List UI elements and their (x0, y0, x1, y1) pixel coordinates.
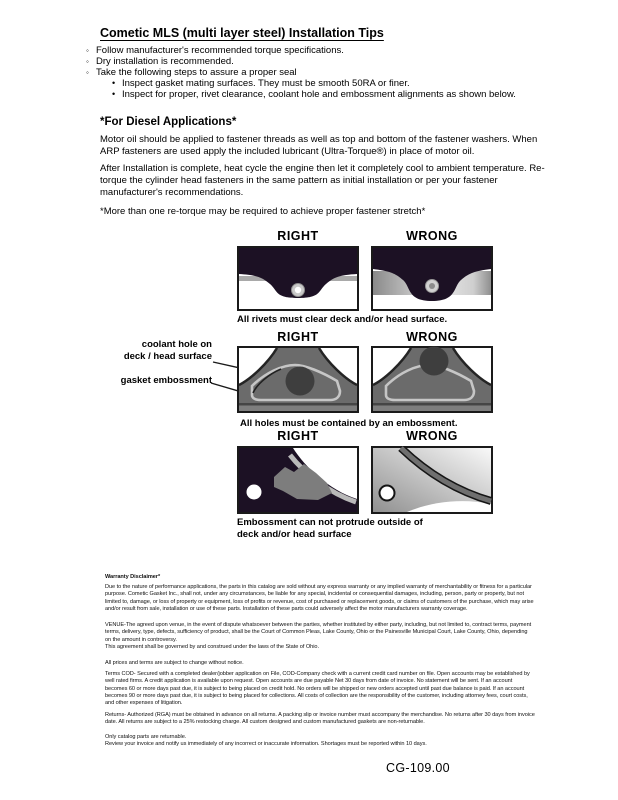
embossment-right-diagram (237, 346, 359, 413)
circle-bullet-icon: ◦ (86, 46, 89, 55)
list-item-text: Take the following steps to assure a proper seal (96, 67, 297, 78)
circle-bullet-icon: ◦ (86, 57, 89, 66)
diagram-row-holes (0, 330, 618, 429)
list-item-text: Dry installation is recommended. (96, 56, 234, 67)
installation-tips-list (86, 45, 556, 100)
list-item-text: Follow manufacturer's recommended torque specifications. (96, 45, 344, 56)
wrong-label: WRONG (406, 229, 458, 243)
list-item-text: Inspect gasket mating surfaces. They must be smooth 50RA or finer. (122, 78, 410, 89)
bolt-hole-icon (247, 485, 262, 500)
circle-bullet-icon: ◦ (86, 68, 89, 77)
right-label: RIGHT (277, 330, 319, 344)
list-item (86, 45, 556, 56)
page-number: CG-109.00 (386, 761, 450, 775)
legal-paragraph: Returns- Authorized (RGA) must be obtained in advance on all returns. A packing slip or invoice number must accompany the merchandise. No returns after 30 days from invoice date. All returns are subject to a 25% restocking charge. All custom designed and custom manufactured gaskets are non-returnable. (105, 712, 535, 726)
wrong-label: WRONG (406, 330, 458, 344)
list-item-text: Inspect for proper, rivet clearance, coolant hole and embossment alignments as shown below. (122, 89, 516, 100)
diagram-caption: All holes must be contained by an embossment. (240, 418, 458, 429)
list-item (86, 67, 556, 78)
sub-list-item (86, 89, 556, 100)
diesel-paragraph-2: After Installation is complete, heat cycle the engine then let it completely cool to ambient temperature. Re-torque the cylinder head fasteners in the same pattern as initial installation or per your fastener manufacturer's recommendations. (100, 163, 545, 198)
dot-bullet-icon: • (112, 78, 116, 88)
diesel-heading: *For Diesel Applications* (100, 116, 237, 128)
coolant-hole-icon (286, 367, 315, 396)
legal-paragraph: Due to the nature of performance applications, the parts in this catalog are sold without any express warranty or any implied warranty of merchantability or fitness for a particular purpose. Cometic Gasket Inc., shall not, under any circumstances, be liable for any special, incidental or consequential damages, including, person, party or property, but not limited to, damage, or loss of property or equipment, loss of profits or revenue, cost of purchased or replacement goods, or claims of customers of the purchase, which may arise and/or result from sale, installation or use of these parts. Installation of these parts could adversely affect the motor manufacturers warranty coverage. (105, 584, 534, 612)
diagram-caption: Embossment can not protrude outside of deck and/or head surface (237, 517, 423, 540)
rivet-wrong-diagram (371, 246, 493, 311)
embossment-wrong-diagram (371, 346, 493, 413)
right-label: RIGHT (277, 229, 319, 243)
right-label: RIGHT (277, 429, 319, 443)
diesel-paragraph-3: *More than one re-torque may be required to achieve proper fastener stretch* (100, 206, 426, 217)
rivet-right-diagram (237, 246, 359, 311)
dot-bullet-icon: • (112, 89, 116, 99)
legal-paragraph: VENUE-The agreed upon venue, in the event of dispute whatsoever between the parties, whether instituted by either party, including, but not limited to, contract terms, payment terms, delivery, type, defects, sufficiency of product, shall be the Court of Common Pleas, Lake County, Ohio or the Painesville Municipal Court, Lake County, Ohio, depending on the amount in controversy. This agreement shall be governed by and construed under the laws of the State of Ohio. (105, 622, 532, 650)
coolant-hole-annotation: coolant hole on deck / head surface (123, 339, 212, 362)
legal-paragraph: Only catalog parts are returnable. Review your invoice and notify us immediately of any incorrect or inaccurate information. Shortages must be reported within 10 days. (105, 734, 427, 748)
warranty-disclaimer-heading: Warranty Disclaimer* (105, 574, 161, 580)
protrusion-right-diagram (237, 446, 359, 514)
diesel-paragraph-1: Motor oil should be applied to fastener threads as well as top and bottom of the fastener washers. When ARP fasteners are used apply the included lubricant (Ultra-Torque®) in place of motor oil. (100, 134, 538, 157)
list-item (86, 56, 556, 67)
sub-list-item (86, 78, 556, 89)
diagram-caption: All rivets must clear deck and/or head surface. (237, 314, 448, 325)
page-title: Cometic MLS (multi layer steel) Installation Tips (100, 26, 384, 40)
legal-paragraph: All prices and terms are subject to change without notice. (105, 660, 244, 666)
wrong-label: WRONG (406, 429, 458, 443)
diagram-row-protrusion (0, 429, 618, 545)
legal-paragraph: Terms COD- Secured with a completed dealer/jobber application on File, COD-Company check with a current credit card number on file. Open accounts may be established by well rated firms. A credit application is available upon request. Open accounts are due payable Net 30 days from date of invoice. No statement will be sent. If an account becomes 60 or more days past due, it is subject to being placed on credit hold. No orders will be shipped or new orders accepted until past due balance is paid. If an account becomes 90 or more days past due, it is subject to being placed for collections. All costs of collection are the responsibility of the customer, including attorney fees, court costs, and other expenses of litigation. (105, 671, 530, 707)
diagram-row-rivets (0, 229, 618, 331)
protrusion-wrong-diagram (371, 446, 493, 514)
bolt-hole-icon (380, 486, 395, 501)
gasket-embossment-annotation: gasket embossment (120, 375, 212, 386)
coolant-hole-icon (420, 347, 449, 376)
